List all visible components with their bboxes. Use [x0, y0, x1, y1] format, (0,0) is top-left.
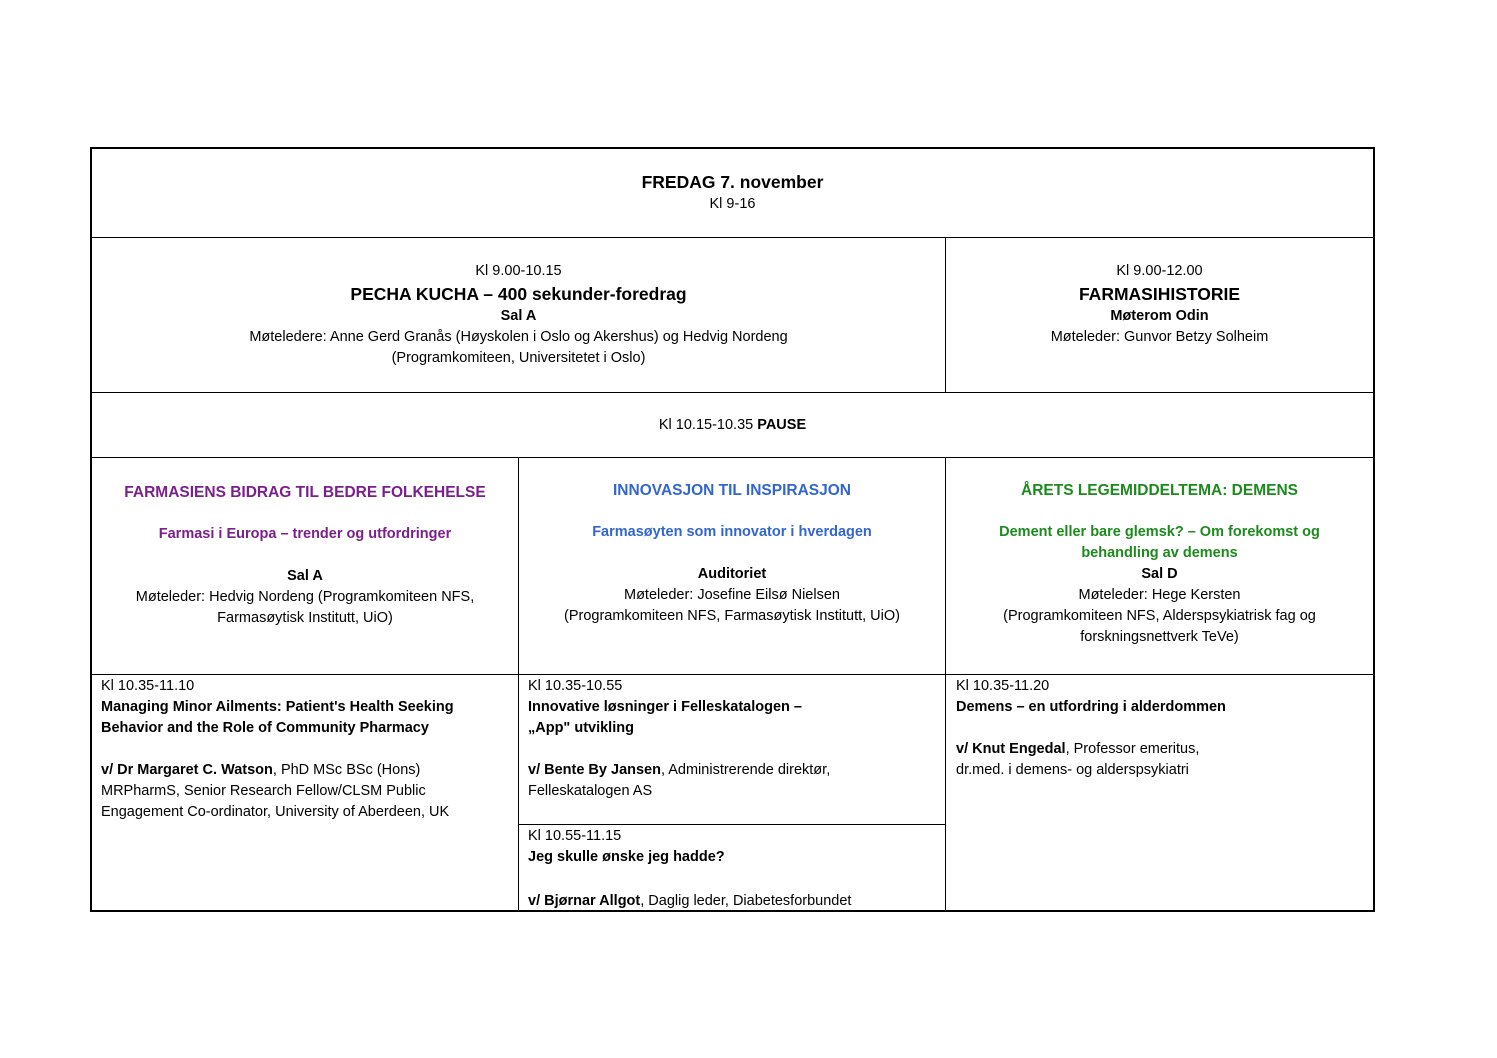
track-chair-line: Farmasøytisk Institutt, UiO) [217, 610, 393, 626]
farmasihistorie-time: Kl 9.00-12.00 [1116, 263, 1203, 279]
speaker-credentials: , Daglig leder, Diabetesforbundet [640, 893, 852, 909]
track-chair-line: Møteleder: Josefine Eilsø Nielsen [624, 587, 840, 603]
track-folkehelse [92, 482, 518, 629]
speaker-name: v/ Bjørnar Allgot [528, 893, 641, 909]
track-subtitle: Dement eller bare glemsk? – Om forekomst og [999, 524, 1320, 540]
track-innovasjon [519, 480, 945, 627]
speaker-credentials: , Administrerende direktør, [660, 762, 831, 778]
pecha-kucha-room: Sal A [500, 308, 537, 324]
header-cell [92, 170, 1373, 215]
speaker-name: v/ Dr Margaret C. Watson [101, 762, 273, 778]
track-room: Sal A [287, 568, 323, 584]
farmasihistorie-chair: Møteleder: Gunvor Betzy Solheim [1050, 329, 1269, 345]
divider-header [91, 237, 1374, 238]
session-title: Innovative løsninger i Felleskatalogen – [528, 699, 802, 715]
pause-text [92, 415, 1373, 436]
session-title: Managing Minor Ailments: Patient's Health Seeking [101, 699, 454, 715]
track-subtitle: behandling av demens [1081, 545, 1238, 561]
track-title: FARMASIENS BIDRAG TIL BEDRE FOLKEHELSE [124, 484, 486, 501]
track-room: Sal D [1141, 566, 1178, 582]
session-time: Kl 10.35-11.10 [101, 678, 195, 694]
session-allgot [528, 826, 940, 910]
track-chair-line: (Programkomiteen NFS, Farmasøytisk Institutt, UiO) [564, 608, 900, 624]
session-title: „App" utvikling [528, 720, 634, 736]
divider-row1 [91, 392, 1374, 393]
pecha-kucha-chairs-line1: Møteledere: Anne Gerd Granås (Høyskolen i Oslo og Akershus) og Hedvig Nordeng [249, 329, 788, 345]
speaker-affiliation: Engagement Co-ordinator, University of Aberdeen, UK [101, 804, 450, 820]
speaker-affiliation: dr.med. i demens- og alderspsykiatri [956, 762, 1189, 778]
divider-tracks [91, 674, 1374, 675]
session-time: Kl 10.35-10.55 [528, 678, 623, 694]
pecha-kucha-title: PECHA KUCHA – 400 sekunder-foredrag [350, 284, 687, 304]
session-time: Kl 10.55-11.15 [528, 828, 622, 844]
speaker-affiliation: MRPharmS, Senior Research Fellow/CLSM Public [101, 783, 426, 799]
pause-time: Kl 10.15-10.35 [658, 417, 754, 433]
session-title: Demens – en utfordring i alderdommen [956, 699, 1226, 715]
pecha-kucha-chairs-line2: (Programkomiteen, Universitetet i Oslo) [391, 350, 646, 366]
session-speaker [528, 891, 940, 912]
pause-cell [92, 415, 1373, 436]
track-chair-line: Møteleder: Hedvig Nordeng (Programkomiteen NFS, [135, 589, 475, 605]
pecha-kucha-time: Kl 9.00-10.15 [475, 263, 562, 279]
pecha-kucha-cell [92, 261, 945, 369]
session-speaker [528, 760, 940, 781]
session-speaker [956, 739, 1368, 760]
track-chair-line: forskningsnettverk TeVe) [1080, 629, 1239, 645]
speaker-affiliation: Felleskatalogen AS [528, 783, 653, 799]
divider-pause [91, 457, 1374, 458]
speaker-name: v/ Knut Engedal [956, 741, 1066, 757]
track-demens [946, 480, 1373, 648]
session-engedal [956, 676, 1368, 781]
farmasihistorie-title: FARMASIHISTORIE [1078, 284, 1241, 304]
divider-col2-sessions [518, 824, 946, 825]
farmasihistorie-cell [946, 261, 1373, 348]
track-subtitle: Farmasøyten som innovator i hverdagen [592, 524, 872, 540]
speaker-name: v/ Bente By Jansen [528, 762, 661, 778]
session-jansen [528, 676, 940, 802]
session-watson [101, 676, 513, 823]
pause-label: PAUSE [757, 417, 807, 433]
session-title: Jeg skulle ønske jeg hadde? [528, 849, 725, 865]
track-title: INNOVASJON TIL INSPIRASJON [613, 482, 851, 499]
track-chair-line: Møteleder: Hege Kersten [1078, 587, 1241, 603]
speaker-credentials: , PhD MSc BSc (Hons) [272, 762, 421, 778]
session-speaker [101, 760, 513, 781]
track-title: ÅRETS LEGEMIDDELTEMA: DEMENS [1021, 482, 1298, 499]
track-chair-line: (Programkomiteen NFS, Alderspsykiatrisk fag og [1003, 608, 1316, 624]
header-hours: Kl 9-16 [709, 196, 756, 212]
track-subtitle: Farmasi i Europa – trender og utfordringer [158, 526, 452, 542]
farmasihistorie-room: Møterom Odin [1110, 308, 1209, 324]
session-time: Kl 10.35-11.20 [956, 678, 1050, 694]
session-title: Behavior and the Role of Community Pharmacy [101, 720, 429, 736]
speaker-credentials: , Professor emeritus, [1065, 741, 1200, 757]
track-room: Auditoriet [697, 566, 767, 582]
page-title: FREDAG 7. november [641, 172, 824, 192]
